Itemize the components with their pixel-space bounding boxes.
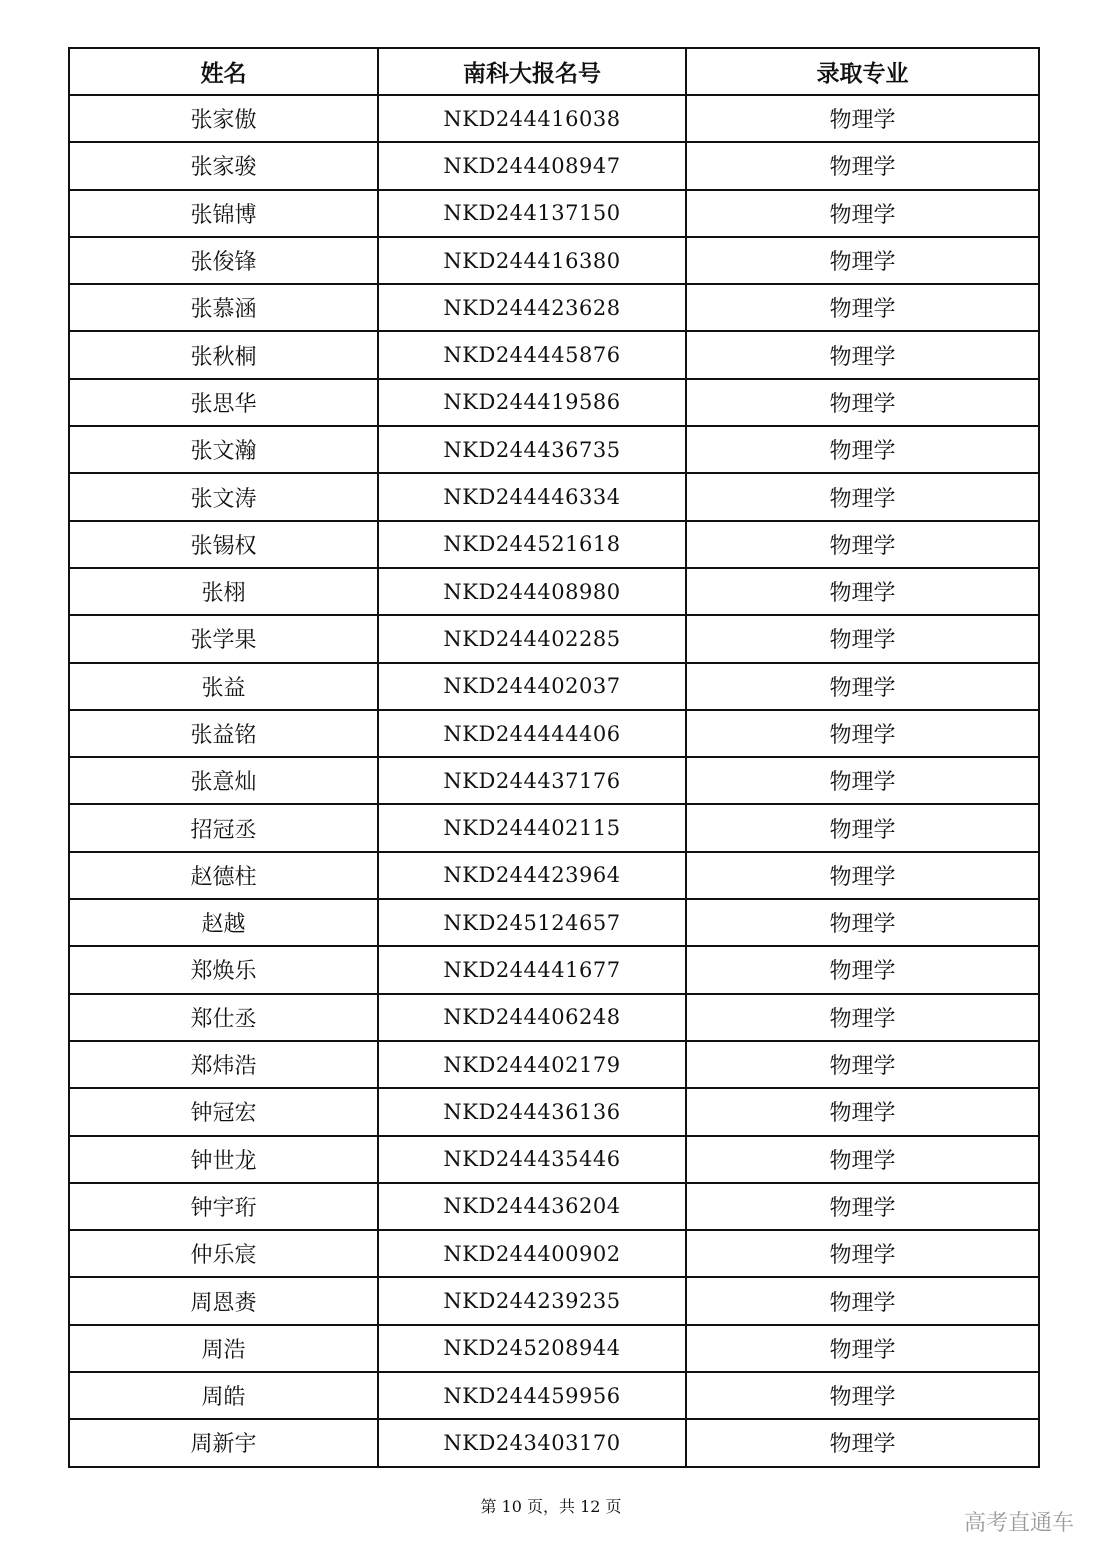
cell-name: 周新宇 [69,1419,378,1466]
cell-major: 物理学 [686,1041,1039,1088]
admission-list-table-container [68,47,1038,1468]
cell-name: 张益铭 [69,710,378,757]
cell-name: 周浩 [69,1325,378,1372]
cell-name: 仲乐宸 [69,1230,378,1277]
cell-registration-number: NKD244416038 [378,95,686,142]
table-row [69,95,1039,142]
cell-registration-number: NKD244137150 [378,190,686,237]
table-row [69,1041,1039,1088]
header-name: 姓名 [69,48,378,95]
cell-name: 郑炜浩 [69,1041,378,1088]
table-row [69,568,1039,615]
table-row [69,379,1039,426]
cell-registration-number: NKD244416380 [378,237,686,284]
cell-name: 赵德柱 [69,852,378,899]
cell-registration-number: NKD244408980 [378,568,686,615]
table-row [69,1325,1039,1372]
watermark-text: 高考直通车 [963,1511,1074,1536]
cell-name: 钟宇珩 [69,1183,378,1230]
table-row [69,190,1039,237]
cell-major: 物理学 [686,1325,1039,1372]
cell-registration-number: NKD244402037 [378,663,686,710]
table-row [69,284,1039,331]
cell-major: 物理学 [686,994,1039,1041]
cell-registration-number: NKD244408947 [378,142,686,189]
cell-major: 物理学 [686,852,1039,899]
cell-major: 物理学 [686,804,1039,851]
cell-registration-number: NKD245208944 [378,1325,686,1372]
table-row [69,946,1039,993]
cell-name: 郑焕乐 [69,946,378,993]
cell-major: 物理学 [686,1183,1039,1230]
cell-major: 物理学 [686,1230,1039,1277]
cell-name: 郑仕丞 [69,994,378,1041]
cell-name: 赵越 [69,899,378,946]
cell-registration-number: NKD244435446 [378,1136,686,1183]
cell-major: 物理学 [686,1372,1039,1419]
table-row [69,663,1039,710]
cell-registration-number: NKD245124657 [378,899,686,946]
cell-registration-number: NKD244436204 [378,1183,686,1230]
table-row [69,1277,1039,1324]
cell-name: 张文涛 [69,473,378,520]
cell-name: 张锡权 [69,521,378,568]
cell-name: 招冠丞 [69,804,378,851]
cell-major: 物理学 [686,95,1039,142]
cell-name: 张家傲 [69,95,378,142]
cell-name: 张慕涵 [69,284,378,331]
table-row [69,994,1039,1041]
table-row [69,1088,1039,1135]
cell-major: 物理学 [686,710,1039,757]
table-row [69,1183,1039,1230]
cell-major: 物理学 [686,615,1039,662]
cell-registration-number: NKD244446334 [378,473,686,520]
table-row [69,899,1039,946]
table-row [69,426,1039,473]
cell-major: 物理学 [686,1136,1039,1183]
cell-name: 张家骏 [69,142,378,189]
cell-name: 张意灿 [69,757,378,804]
header-registration-number: 南科大报名号 [378,48,686,95]
table-row [69,473,1039,520]
cell-registration-number: NKD244444406 [378,710,686,757]
table-row [69,710,1039,757]
cell-registration-number: NKD244521618 [378,521,686,568]
table-header-row [69,48,1039,95]
cell-major: 物理学 [686,190,1039,237]
cell-major: 物理学 [686,331,1039,378]
table-row [69,1419,1039,1466]
table-row [69,804,1039,851]
cell-registration-number: NKD244445876 [378,331,686,378]
cell-major: 物理学 [686,899,1039,946]
cell-major: 物理学 [686,663,1039,710]
cell-major: 物理学 [686,237,1039,284]
cell-name: 张锦博 [69,190,378,237]
header-major: 录取专业 [686,48,1039,95]
cell-major: 物理学 [686,946,1039,993]
cell-major: 物理学 [686,1088,1039,1135]
cell-major: 物理学 [686,1277,1039,1324]
cell-registration-number: NKD244436735 [378,426,686,473]
table-row [69,521,1039,568]
cell-name: 张学果 [69,615,378,662]
table-row [69,1136,1039,1183]
table-row [69,1372,1039,1419]
table-row [69,615,1039,662]
cell-name: 张思华 [69,379,378,426]
cell-registration-number: NKD244402285 [378,615,686,662]
cell-name: 周恩赉 [69,1277,378,1324]
admission-list-table [68,47,1040,1468]
cell-registration-number: NKD244419586 [378,379,686,426]
cell-registration-number: NKD244400902 [378,1230,686,1277]
table-row [69,331,1039,378]
cell-name: 张俊锋 [69,237,378,284]
cell-major: 物理学 [686,568,1039,615]
cell-registration-number: NKD244423628 [378,284,686,331]
cell-name: 张栩 [69,568,378,615]
cell-name: 张秋桐 [69,331,378,378]
cell-name: 周皓 [69,1372,378,1419]
cell-name: 钟世龙 [69,1136,378,1183]
cell-registration-number: NKD244406248 [378,994,686,1041]
cell-major: 物理学 [686,284,1039,331]
cell-registration-number: NKD243403170 [378,1419,686,1466]
cell-major: 物理学 [686,1419,1039,1466]
cell-name: 钟冠宏 [69,1088,378,1135]
cell-major: 物理学 [686,521,1039,568]
table-body [69,95,1039,1467]
page-number: 第 10 页，共 12 页 [480,1497,622,1516]
cell-registration-number: NKD244402115 [378,804,686,851]
cell-registration-number: NKD244402179 [378,1041,686,1088]
cell-registration-number: NKD244436136 [378,1088,686,1135]
cell-registration-number: NKD244441677 [378,946,686,993]
cell-registration-number: NKD244423964 [378,852,686,899]
cell-major: 物理学 [686,473,1039,520]
cell-name: 张益 [69,663,378,710]
table-row [69,237,1039,284]
cell-major: 物理学 [686,757,1039,804]
table-row [69,757,1039,804]
cell-major: 物理学 [686,142,1039,189]
cell-registration-number: NKD244239235 [378,1277,686,1324]
cell-major: 物理学 [686,379,1039,426]
table-row [69,1230,1039,1277]
cell-registration-number: NKD244459956 [378,1372,686,1419]
table-row [69,852,1039,899]
cell-name: 张文瀚 [69,426,378,473]
cell-major: 物理学 [686,426,1039,473]
cell-registration-number: NKD244437176 [378,757,686,804]
table-row [69,142,1039,189]
